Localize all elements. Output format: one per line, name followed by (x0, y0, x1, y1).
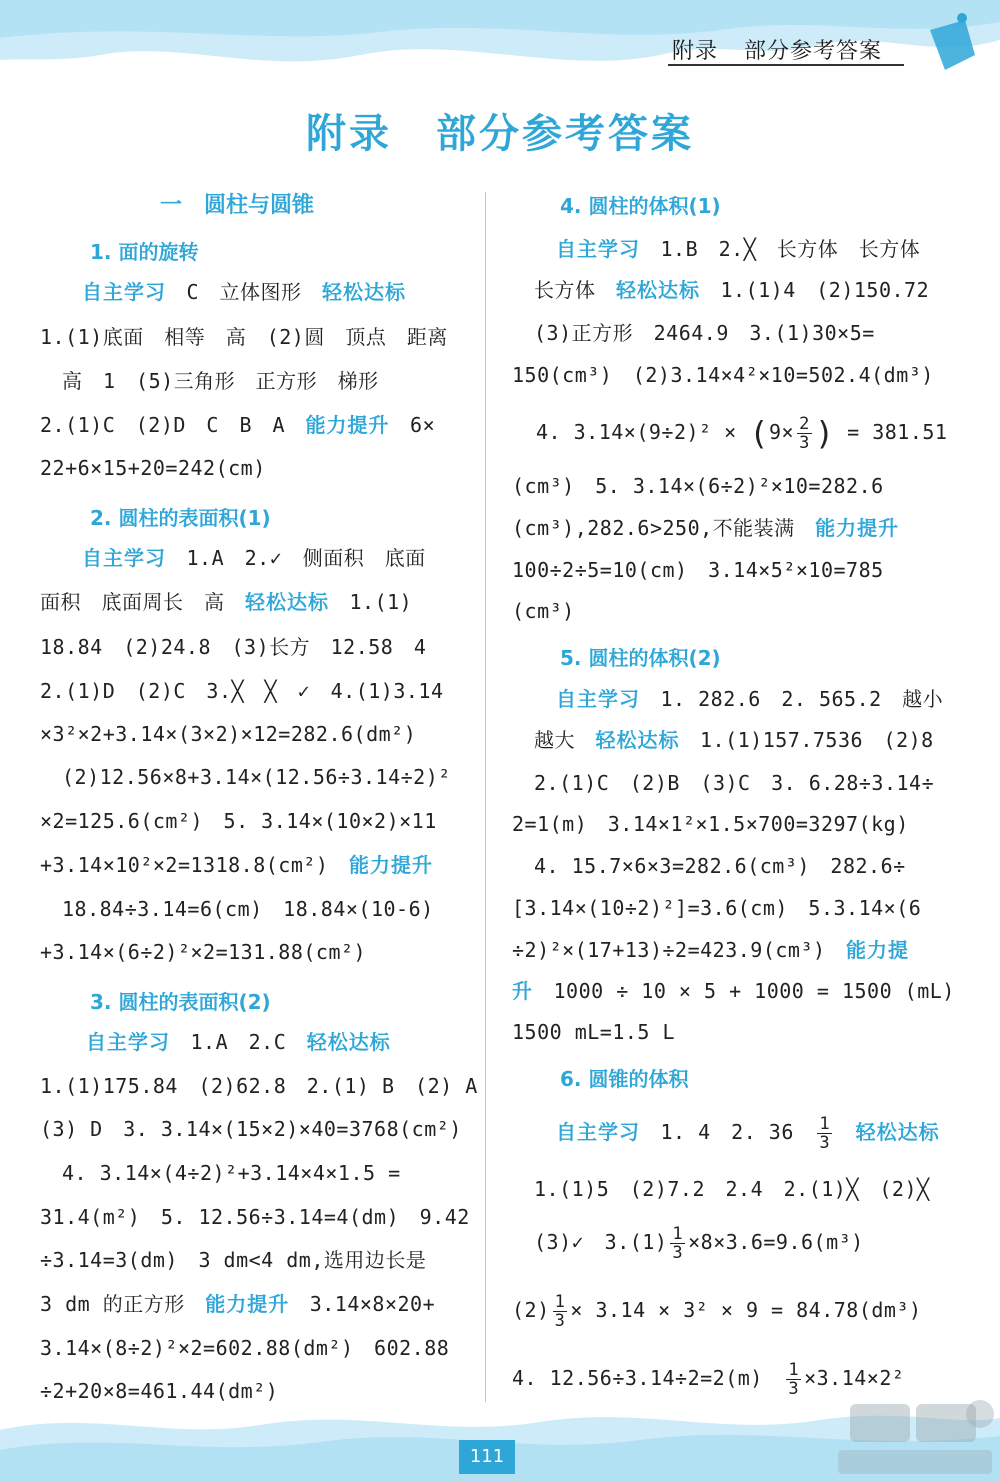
answer-line (534, 726, 934, 754)
answer-line (40, 1290, 435, 1318)
section-title-5: 5. 圆柱的体积(2) (560, 646, 721, 670)
fraction-numerator: 1 (819, 1114, 831, 1134)
answer-text: C 立体图形 (186, 280, 302, 304)
header-section: 附录 (672, 39, 719, 64)
fraction-denominator: 3 (799, 433, 810, 453)
keyword-easy-goal: 轻松达标 (306, 1030, 391, 1054)
answer-line: [3.14×(10÷2)²]=3.6(cm) 5.3.14×(6 (512, 896, 922, 920)
answer-line: ÷3.14=3(dm) 3 dm<4 dm,选用边长是 (40, 1248, 427, 1272)
answer-line (534, 1222, 864, 1262)
page-number: 111 (459, 1440, 515, 1474)
answer-line (536, 414, 948, 453)
keyword-self-study: 自主学习 (556, 687, 640, 711)
answer-text: ×8×3.6=9.6(m³) (688, 1230, 864, 1254)
answer-text: 1.(1)157.7536 (2)8 (700, 728, 934, 752)
paren-open: ( (749, 414, 769, 453)
answer-line (40, 851, 433, 879)
fraction-numerator: 1 (554, 1292, 566, 1312)
answer-text: +3.14×10²×2=1318.8(cm²) (40, 853, 329, 877)
answer-line: (2)12.56×8+3.14×(12.56÷3.14÷2)² (62, 765, 451, 789)
answer-text: (cm³),282.6>250,不能装满 (512, 516, 795, 540)
fraction (670, 1225, 685, 1262)
keyword-ability-cont: 升 (512, 979, 533, 1003)
chapter-title: 一 圆柱与圆锥 (160, 193, 315, 218)
answer-text: 2.(1)C (2)D C B A (40, 413, 286, 437)
answer-line: 2=1(m) 3.14×1²×1.5×700=3297(kg) (512, 812, 909, 836)
section-title-3: 3. 圆柱的表面积(2) (90, 990, 271, 1014)
answer-text: 1.A 2.C (190, 1030, 287, 1054)
answer-text: 1000 ÷ 10 × 5 + 1000 = 1500 (mL) (553, 979, 955, 1003)
answer-text: 3 dm 的正方形 (40, 1292, 185, 1316)
answer-text: 1. 4 2. 36 (660, 1120, 794, 1144)
fraction (797, 415, 812, 452)
keyword-self-study: 自主学习 (556, 1120, 640, 1144)
answer-text: 3.14×8×20+ (309, 1292, 436, 1316)
answer-line: 150(cm³) (2)3.14×4²×10=502.4(dm³) (512, 363, 934, 387)
fraction (817, 1115, 832, 1152)
keyword-ability: 能力提升 (348, 853, 433, 877)
keyword-self-study: 自主学习 (82, 546, 166, 570)
answer-line: 4. 3.14×(4÷2)²+3.14×4×1.5 = (62, 1161, 401, 1185)
answer-line (512, 936, 909, 964)
answer-line (512, 977, 955, 1005)
answer-line: 1500 mL=1.5 L (512, 1020, 676, 1044)
answer-text: 1.B 2.╳ 长方体 长方体 (660, 237, 921, 261)
answer-line (556, 685, 943, 713)
answer-text: ×3.14×2² (804, 1366, 905, 1390)
running-header (672, 34, 882, 65)
keyword-self-study: 自主学习 (556, 237, 640, 261)
answer-line (534, 276, 929, 304)
answer-line: 高 1 (5)三角形 正方形 梯形 (62, 369, 379, 393)
answer-text: (3)✓ 3.(1) (534, 1230, 668, 1254)
paren-close: ) (814, 414, 835, 453)
page-title-part2: 部分参考答案 (436, 111, 694, 157)
page-title-part1: 附录 (306, 111, 392, 157)
section-title-2: 2. 圆柱的表面积(1) (90, 506, 271, 530)
keyword-self-study: 自主学习 (82, 280, 166, 304)
header-rule (668, 64, 904, 66)
answer-text: 1. 282.6 2. 565.2 越小 (660, 687, 944, 711)
answer-line: 4. 15.7×6×3=282.6(cm³) 282.6÷ (534, 854, 906, 878)
keyword-ability: 能力提升 (815, 516, 900, 540)
answer-line (556, 1112, 940, 1152)
keyword-easy-goal: 轻松达标 (616, 278, 700, 302)
answer-line: 1.(1)底面 相等 高 (2)圆 顶点 距离 (40, 325, 448, 349)
answer-line (512, 514, 899, 542)
answer-line: 2.(1)C (2)B (3)C 3. 6.28÷3.14÷ (534, 771, 935, 795)
answer-line: 3.14×(8÷2)²×2=602.88(dm²) 602.88 (40, 1336, 450, 1360)
fraction-numerator: 1 (672, 1224, 684, 1244)
answer-text: 9× (768, 420, 795, 444)
keyword-ability: 能力提 (846, 938, 910, 962)
header-title: 部分参考答案 (744, 39, 883, 64)
section-title-4: 4. 圆柱的体积(1) (560, 194, 721, 218)
answer-text: = 381.51 (847, 420, 948, 444)
fraction-numerator: 1 (788, 1360, 800, 1380)
keyword-easy-goal: 轻松达标 (855, 1120, 940, 1144)
section-title-1: 1. 面的旋转 (90, 240, 199, 264)
answer-line: (cm³) 5. 3.14×(6÷2)²×10=282.6 (512, 474, 884, 498)
answer-line (86, 1028, 391, 1056)
answer-line: ÷2+20×8=461.44(dm²) (40, 1379, 279, 1403)
keyword-easy-goal: 轻松达标 (595, 728, 680, 752)
fraction-denominator: 3 (672, 1243, 684, 1263)
answer-line: +3.14×(6÷2)²×2=131.88(cm²) (40, 940, 367, 964)
answer-line (556, 235, 920, 263)
answer-line: 1.(1)175.84 (2)62.8 2.(1) B (2) A (40, 1074, 478, 1098)
answer-line (82, 544, 426, 572)
fraction-denominator: 3 (788, 1379, 800, 1399)
answer-line: 1.(1)5 (2)7.2 2.4 2.(1)╳ (2)╳ (534, 1177, 930, 1201)
fraction (786, 1361, 801, 1398)
answer-line (40, 411, 435, 439)
answer-text: 1.(1)4 (2)150.72 (720, 278, 930, 302)
column-divider (485, 192, 486, 1402)
answer-text: 4. 3.14×(9÷2)² × (536, 420, 737, 444)
fraction (553, 1293, 568, 1330)
answer-line: 100÷2÷5=10(cm) 3.14×5²×10=785 (512, 558, 884, 582)
answer-text: 1.(1) (349, 590, 413, 614)
answer-line: ×3²×2+3.14×(3×2)×12=282.6(dm²) (40, 722, 417, 746)
page-title (0, 102, 1000, 159)
fraction-denominator: 3 (819, 1133, 831, 1153)
keyword-easy-goal: 轻松达标 (322, 280, 407, 304)
answer-text: 6× (410, 413, 436, 437)
answer-line (512, 1290, 922, 1330)
answer-line: 18.84 (2)24.8 (3)长方 12.58 4 (40, 635, 427, 659)
answer-line: 22+6×15+20=242(cm) (40, 456, 266, 480)
section-title-6: 6. 圆锥的体积 (560, 1067, 689, 1091)
answer-text: 面积 底面周长 高 (40, 590, 225, 614)
answer-line: (3)正方形 2464.9 3.(1)30×5= (534, 321, 875, 345)
answer-line: ×2=125.6(cm²) 5. 3.14×(10×2)×11 (40, 809, 437, 833)
keyword-self-study: 自主学习 (86, 1030, 170, 1054)
answer-text: ÷2)²×(17+13)÷2=423.9(cm³) (512, 938, 826, 962)
answer-text: 越大 (534, 728, 575, 752)
watermark-logo-icon (830, 1392, 1000, 1481)
answer-text: 1.A 2.✓ 侧面积 底面 (186, 546, 426, 570)
answer-text: 4. 12.56÷3.14÷2=2(m) (512, 1366, 763, 1390)
answer-line: (3) D 3. 3.14×(15×2)×40=3768(cm²) (40, 1117, 462, 1141)
keyword-ability: 能力提升 (205, 1292, 290, 1316)
fraction-denominator: 3 (554, 1311, 566, 1331)
answer-line: 18.84÷3.14=6(cm) 18.84×(10-6) (62, 897, 434, 921)
answer-line (82, 278, 406, 306)
answer-text: (2) (512, 1298, 550, 1322)
answer-line: (cm³) (512, 599, 575, 623)
answer-line: 31.4(m²) 5. 12.56÷3.14=4(dm) 9.42 (40, 1205, 470, 1229)
keyword-easy-goal: 轻松达标 (245, 590, 329, 614)
fraction-numerator: 2 (799, 414, 810, 434)
answer-line (40, 588, 412, 616)
answer-text: 长方体 (534, 278, 596, 302)
answer-text: × 3.14 × 3² × 9 = 84.78(dm³) (570, 1298, 922, 1322)
answer-line: 2.(1)D (2)C 3.╳ ╳ ✓ 4.(1)3.14 (40, 679, 444, 703)
keyword-ability: 能力提升 (305, 413, 390, 437)
